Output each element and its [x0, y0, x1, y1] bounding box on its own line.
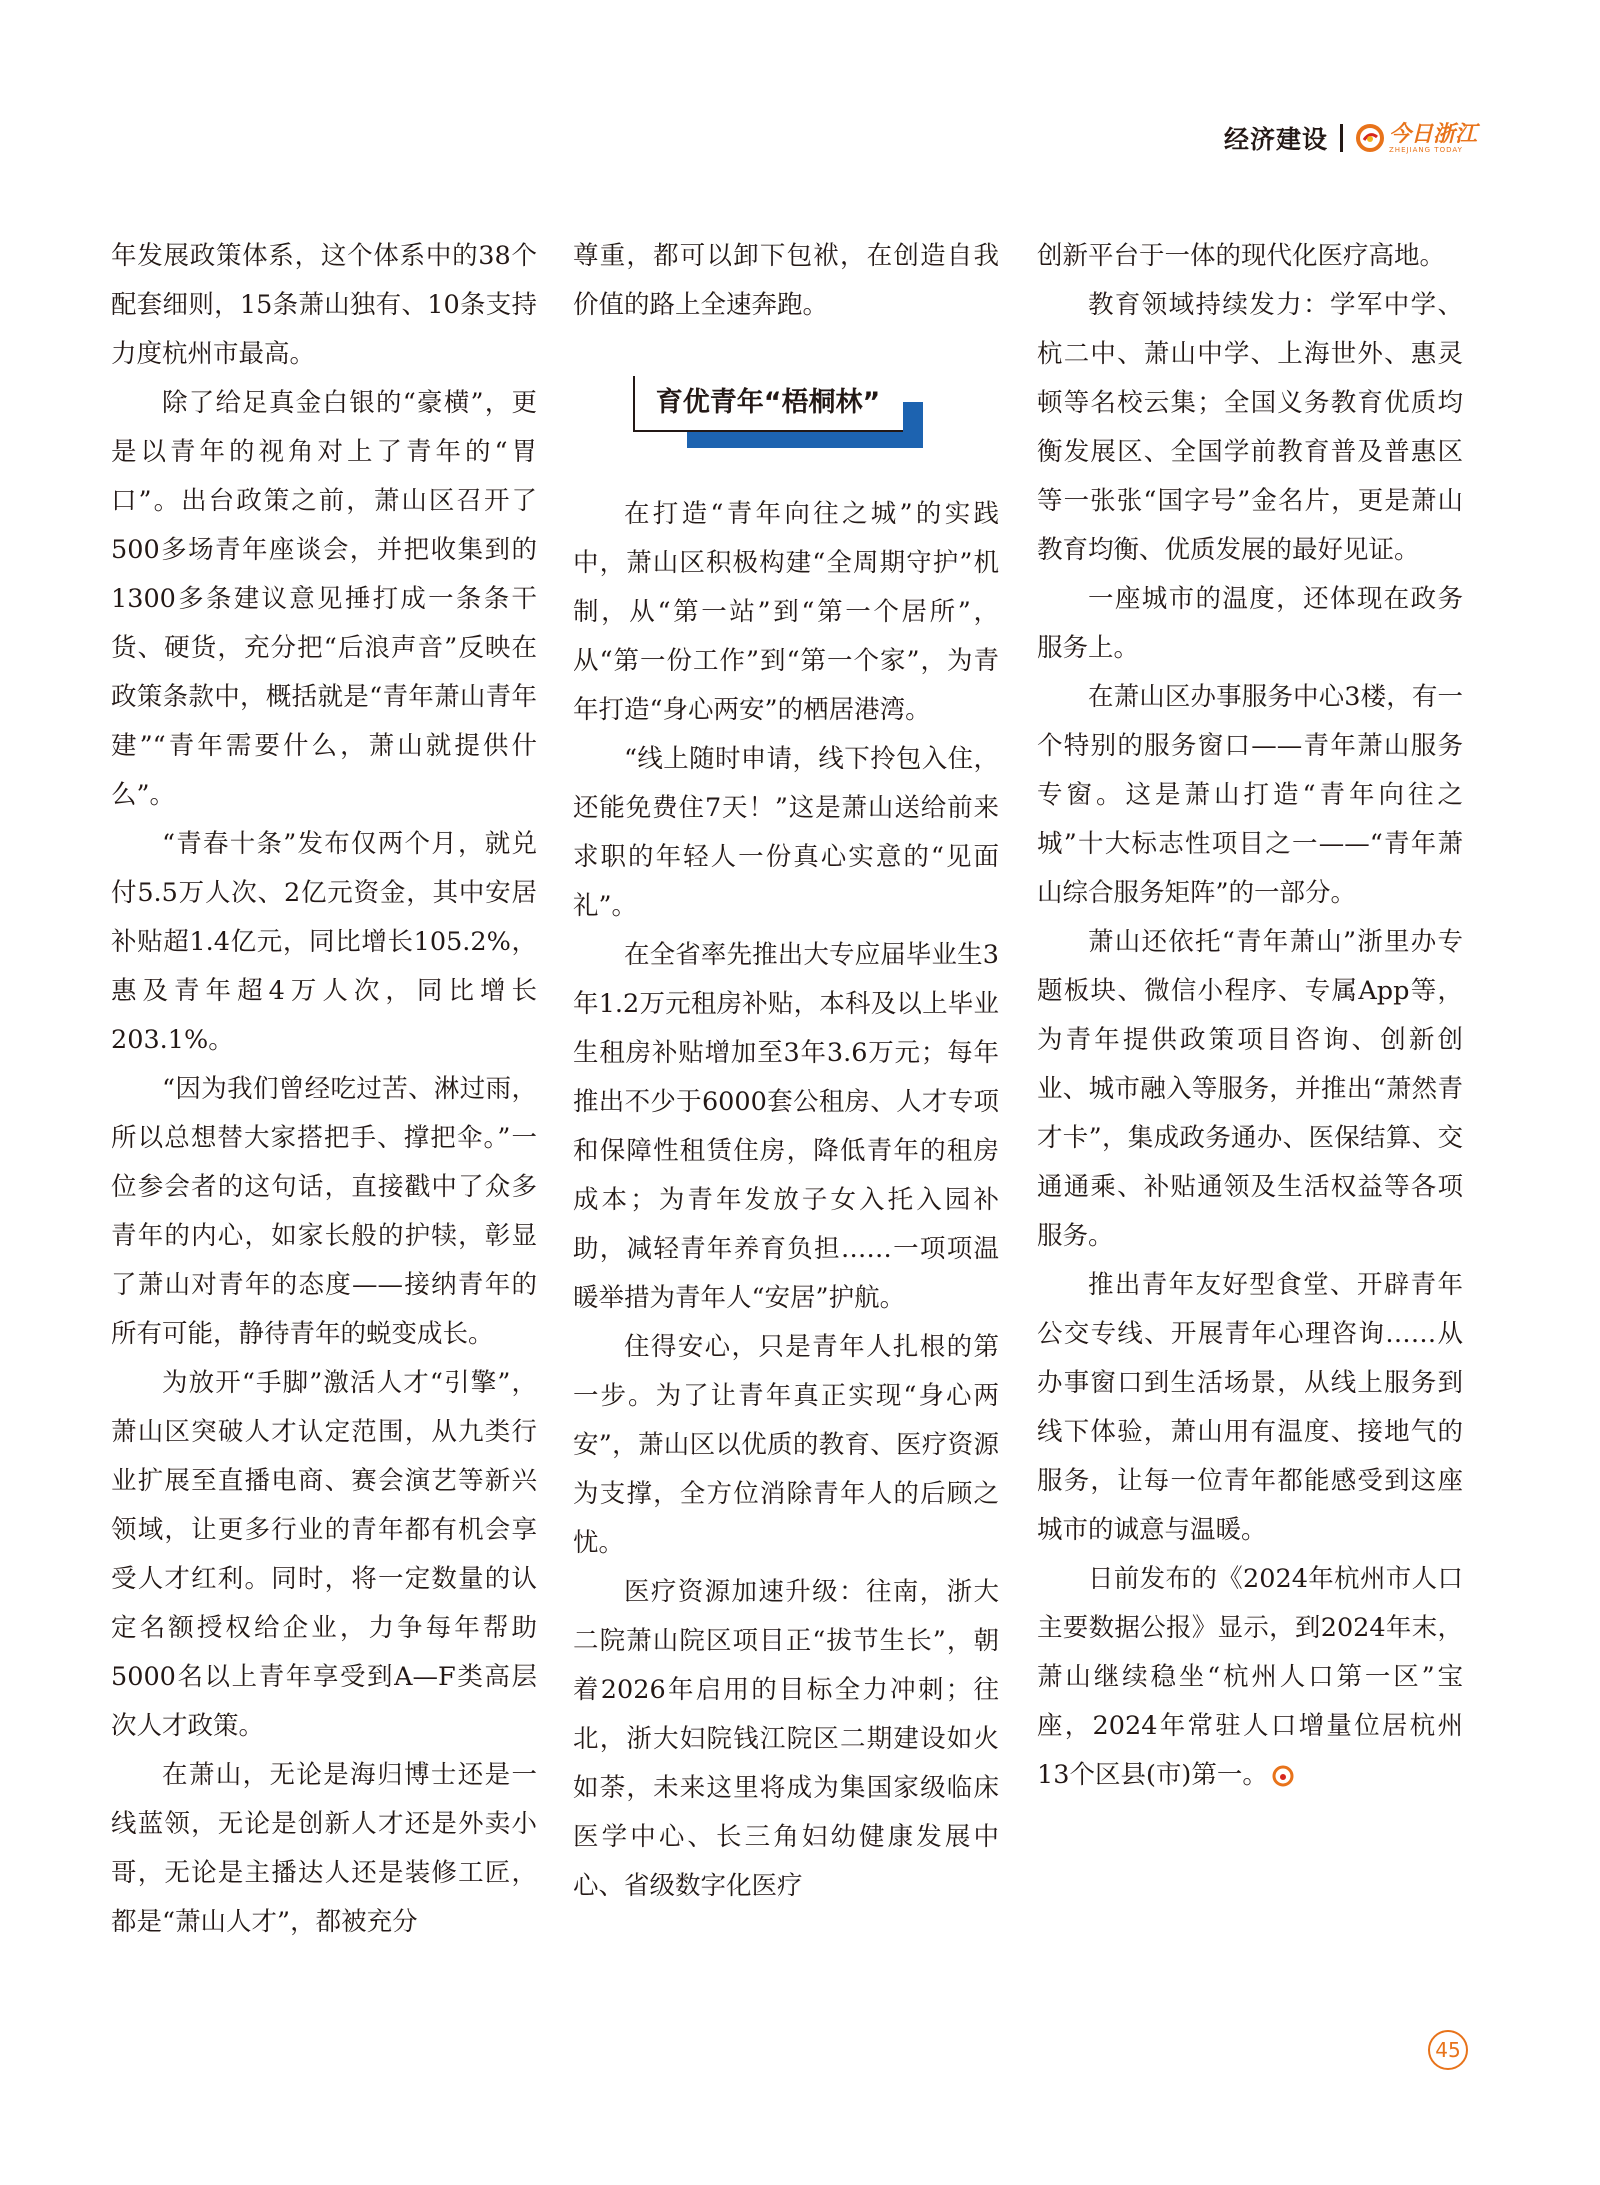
logo-english: ZHEJIANG TODAY — [1389, 145, 1463, 154]
paragraph: 为放开“手脚”激活人才“引擎”，萧山区突破人才认定范围，从九类行业扩展至直播电商、赛会演艺等新兴领域，让更多行业的青年都有机会享受人才红利。同时，将一定数量的认定名额授权给企业，力争每年帮助5000名以上青年享受到A—F类高层次人才政策。 — [111, 1368, 537, 1741]
header-divider — [1340, 124, 1343, 152]
paragraph: 年发展政策体系，这个体系中的38个配套细则，15条萧山独有、10条支持力度杭州市最高。 — [111, 241, 537, 369]
magazine-logo — [1355, 120, 1478, 154]
paragraph: 在打造“青年向往之城”的实践中，萧山区积极构建“全周期守护”机制，从“第一站”到“第一个居所”，从“第一份工作”到“第一个家”，为青年打造“身心两安”的栖居港湾。 — [573, 499, 999, 725]
paragraph: 除了给足真金白银的“豪横”，更是以青年的视角对上了青年的“胃口”。出台政策之前，萧山区召开了500多场青年座谈会，并把收集到的1300多条建议意见捶打成一条条干货、硬货，充分把“后浪声音”反映在政策条款中，概括就是“青年萧山青年建”“青年需要什么，萧山就提供什么”。 — [111, 388, 537, 810]
paragraph: “因为我们曾经吃过苦、淋过雨，所以总想替大家搭把手、撑把伞。”一位参会者的这句话，直接戳中了众多青年的内心，如家长般的护犊，彰显了萧山对青年的态度——接纳青年的所有可能，静待青年的蜕变成长。 — [111, 1074, 537, 1349]
paragraph: 医疗资源加速升级：往南，浙大二院萧山院区项目正“拔节生长”，朝着2026年启用的目标全力冲刺；往北，浙大妇院钱江院区二期建设如火如荼，未来这里将成为集国家级临床医学中心、长三角妇幼健康发展中心、省级数字化医疗 — [573, 1577, 999, 1901]
paragraph: 尊重，都可以卸下包袱，在创造自我价值的路上全速奔跑。 — [573, 241, 999, 320]
column-3 — [1037, 232, 1463, 1800]
subheading-title: 育优青年“梧桐林” — [655, 387, 881, 418]
paragraph: 住得安心，只是青年人扎根的第一步。为了让青年真正实现“身心两安”，萧山区以优质的教育、医疗资源为支撑，全方位消除青年人的后顾之忧。 — [573, 1332, 999, 1558]
column-1 — [111, 232, 537, 1947]
paragraph: 创新平台于一体的现代化医疗高地。 — [1037, 241, 1446, 271]
logo-swirl-icon — [1355, 123, 1385, 153]
logo-text: 今日浙江 — [1389, 120, 1478, 147]
paragraph: 一座城市的温度，还体现在政务服务上。 — [1037, 584, 1463, 663]
page-header — [1224, 118, 1477, 158]
paragraph: “青春十条”发布仅两个月，就兑付5.5万人次、2亿元资金，其中安居补贴超1.4亿元，同比增长105.2%，惠及青年超4万人次，同比增长203.1%。 — [111, 829, 537, 1055]
column-2 — [573, 232, 999, 1911]
page-number: 45 — [1428, 2030, 1468, 2070]
section-subheading — [573, 330, 999, 490]
paragraph-text: 日前发布的《2024年杭州市人口主要数据公报》显示，到2024年末，萧山继续稳坐“杭州人口第一区”宝座，2024年常驻人口增量位居杭州13个区县(市)第一。 — [1037, 1564, 1463, 1790]
paragraph-last — [1037, 1555, 1463, 1800]
paragraph: 教育领域持续发力：学军中学、杭二中、萧山中学、上海世外、惠灵顿等名校云集；全国义务教育优质均衡发展区、全国学前教育普及普惠区等一张张“国字号”金名片，更是萧山教育均衡、优质发展的最好见证。 — [1037, 290, 1463, 565]
end-mark-icon — [1272, 1765, 1294, 1787]
paragraph: 萧山还依托“青年萧山”浙里办专题板块、微信小程序、专属App等，为青年提供政策项目咨询、创新创业、城市融入等服务，并推出“萧然青才卡”，集成政务通办、医保结算、交通通乘、补贴通领及生活权益等各项服务。 — [1037, 927, 1463, 1251]
paragraph: 在萧山，无论是海归博士还是一线蓝领，无论是创新人才还是外卖小哥，无论是主播达人还是装修工匠，都是“萧山人才”，都被充分 — [111, 1760, 537, 1937]
paragraph: 推出青年友好型食堂、开辟青年公交专线、开展青年心理咨询……从办事窗口到生活场景，从线上服务到线下体验，萧山用有温度、接地气的服务，让每一位青年都能感受到这座城市的诚意与温暖。 — [1037, 1270, 1463, 1545]
paragraph: “线上随时申请，线下拎包入住，还能免费住7天！”这是萧山送给前来求职的年轻人一份真心实意的“见面礼”。 — [573, 744, 999, 921]
paragraph: 在萧山区办事服务中心3楼，有一个特别的服务窗口——青年萧山服务专窗。这是萧山打造“青年向往之城”十大标志性项目之一——“青年萧山综合服务矩阵”的一部分。 — [1037, 682, 1463, 908]
paragraph: 在全省率先推出大专应届毕业生3年1.2万元租房补贴，本科及以上毕业生租房补贴增加至3年3.6万元；每年推出不少于6000套公租房、人才专项和保障性租赁住房，降低青年的租房成本；为青年发放子女入托入园补助，减轻青年养育负担……一项项温暖举措为青年人“安居”护航。 — [573, 940, 999, 1313]
section-title: 经济建设 — [1224, 125, 1329, 154]
